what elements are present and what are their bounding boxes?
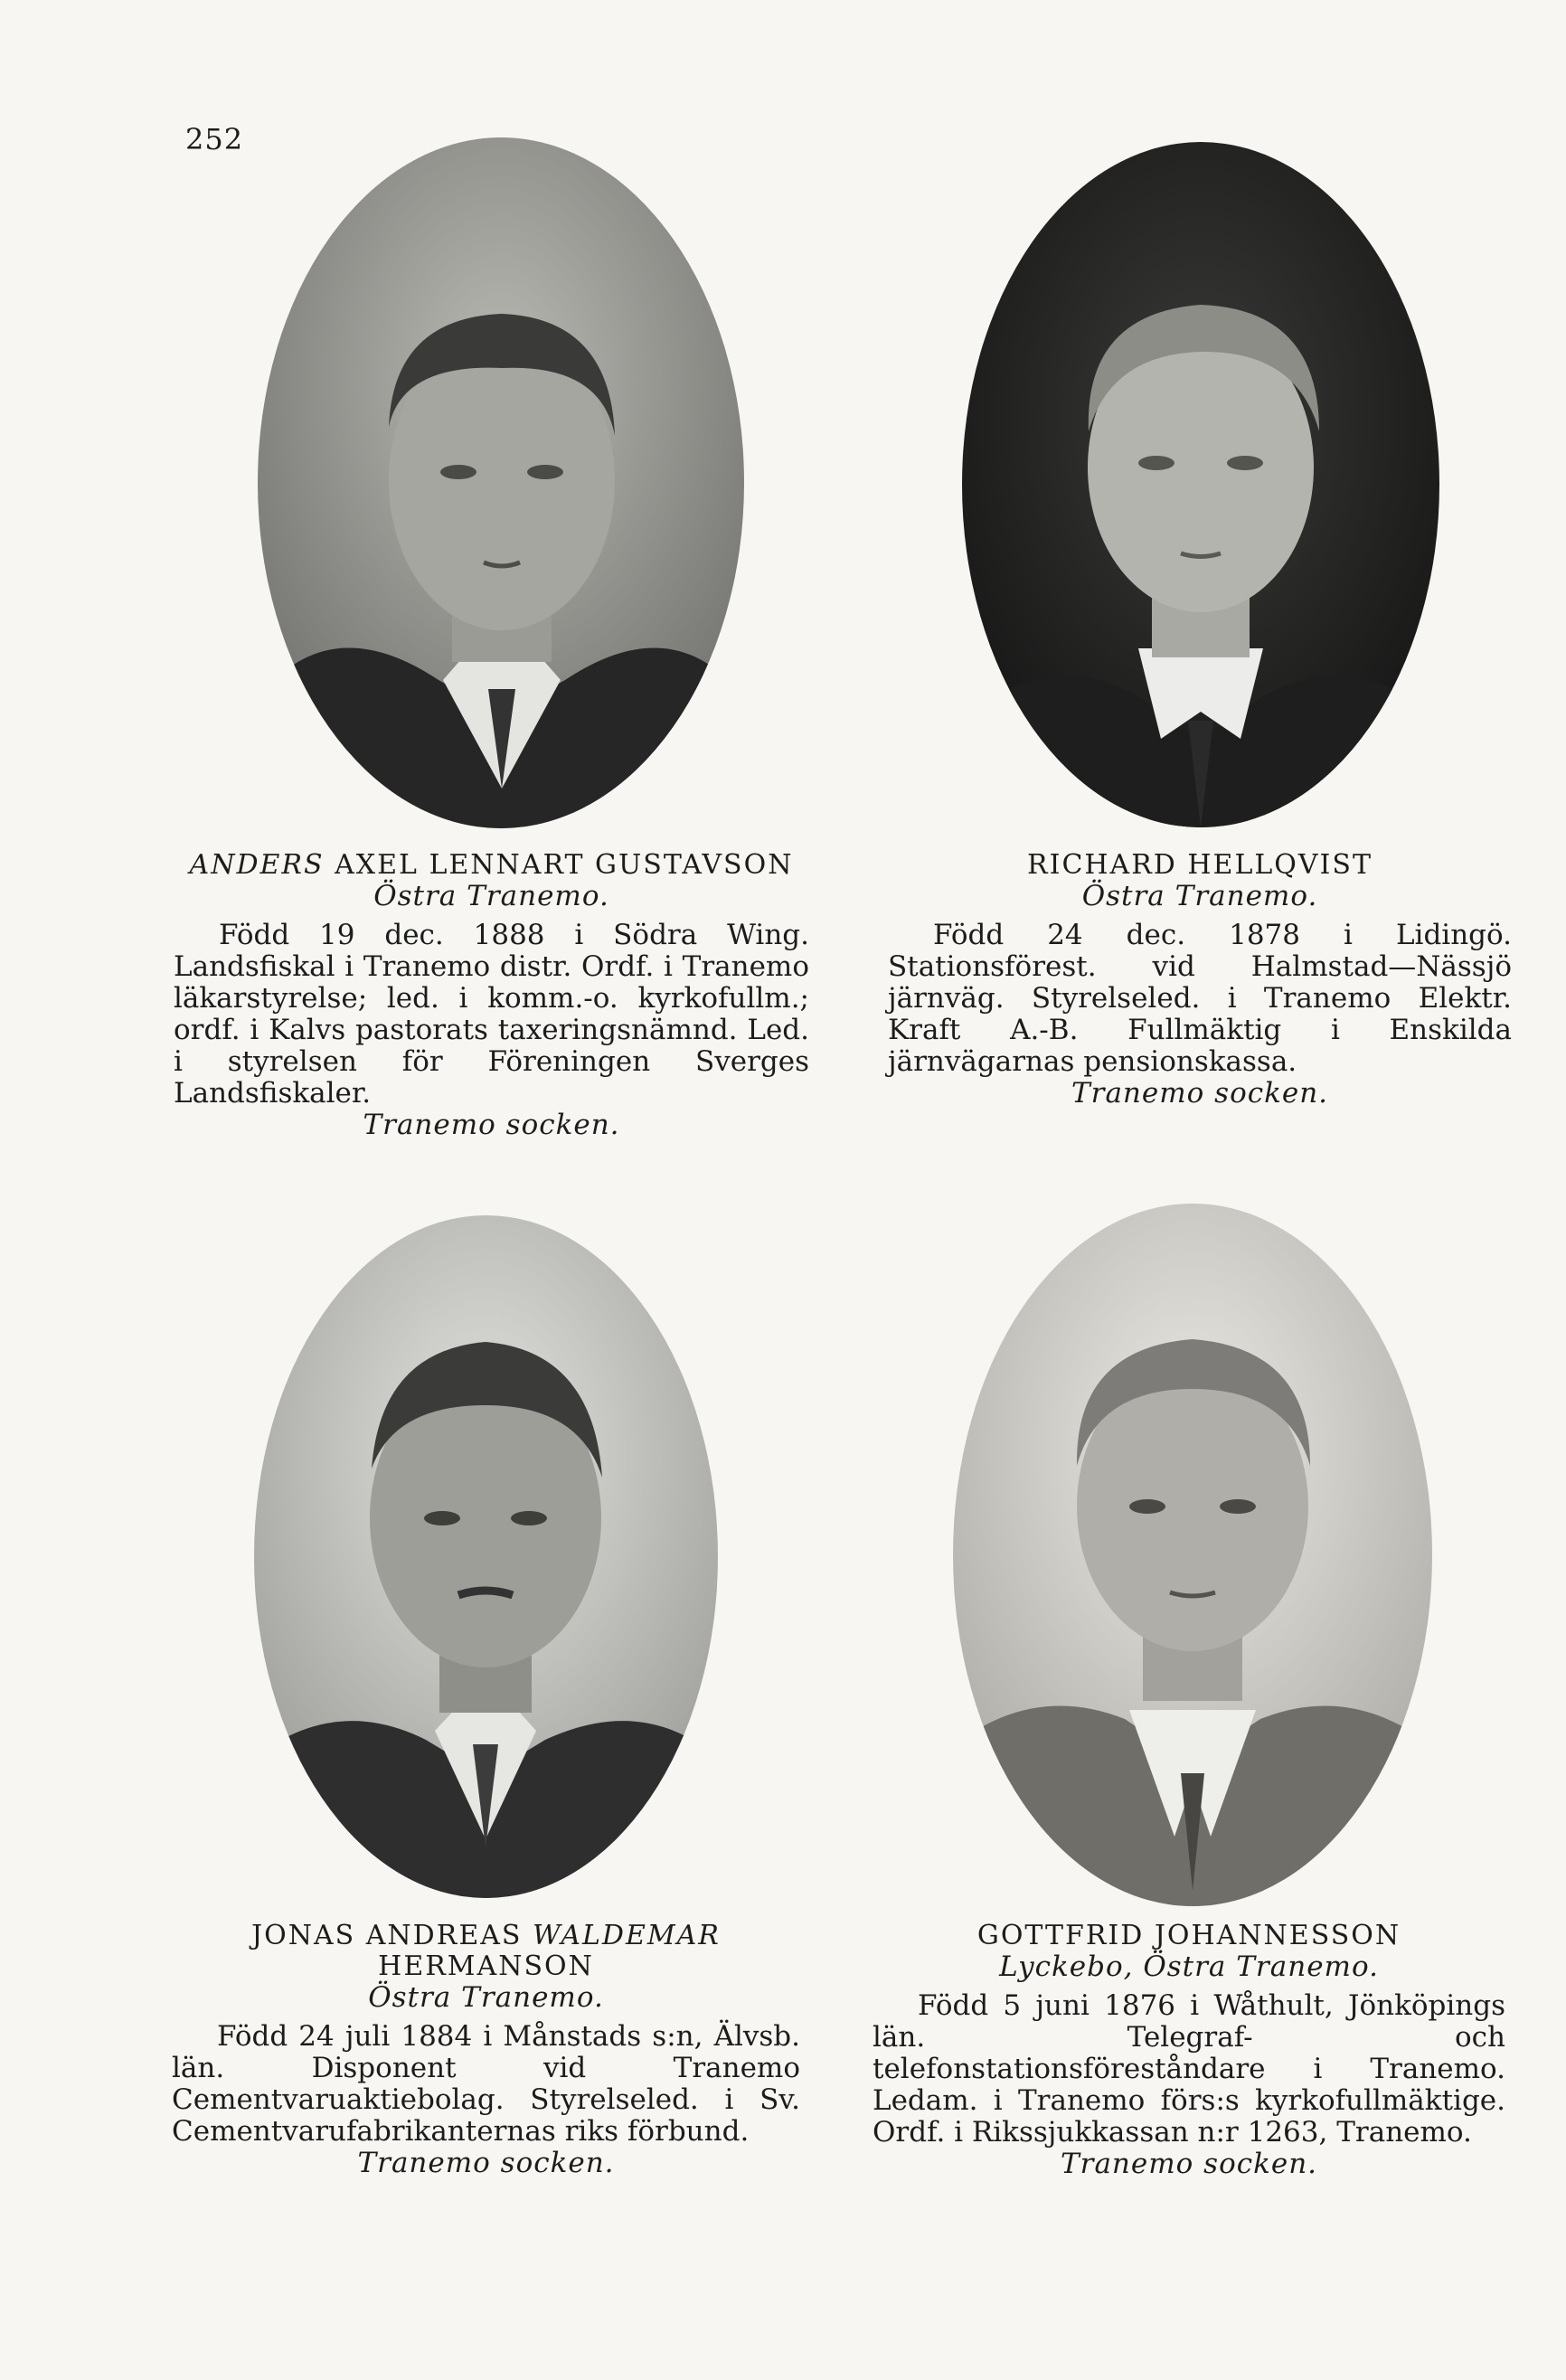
entry-biography: Född 24 juli 1884 i Månstads s:n, Älvsb. län. Disponent vid Tranemo Cementvaruaktiebolag. Styrelseled. i Sv. Cementvarufabrikanternas riks förbund. [172, 2020, 800, 2148]
biography-entry-2 [888, 850, 1512, 1110]
entry-biography: Född 19 dec. 1888 i Södra Wing. Landsfiskal i Tranemo distr. Ordf. i Tranemo läkarstyrelse; led. i komm.-o. kyrkofullm.; ordf. i Kalvs pastorats taxeringsnämnd. Led. i styrelsen för Föreningen Sverges Landsfiskaler. [174, 919, 809, 1110]
portrait-photo-1 [258, 137, 744, 828]
entry-place: Östra Tranemo. [373, 880, 609, 912]
entry-parish: Tranemo socken. [363, 1109, 620, 1141]
biography-entry-3 [172, 1921, 800, 2179]
entry-name: ANDERS AXEL LENNART GUSTAVSON [189, 849, 794, 881]
entry-parish: Tranemo socken. [1060, 2148, 1318, 2180]
biography-entry-4 [873, 1921, 1505, 2180]
page-number: 252 [185, 122, 244, 156]
entry-place: Östra Tranemo. [1081, 880, 1318, 912]
biography-entry-1 [174, 850, 809, 1141]
portrait-photo-3 [254, 1215, 718, 1898]
entry-name: JONAS ANDREAS WALDEMAR HERMANSON [251, 1920, 721, 1982]
entry-name: GOTTFRID JOHANNESSON [976, 1920, 1401, 1951]
portrait-photo-2 [962, 142, 1439, 827]
entry-biography: Född 24 dec. 1878 i Lidingö. Stationsförest. vid Halmstad—Nässjö järnväg. Styrelseled. i Tranemo Elektr. Kraft A.-B. Fullmäktig i Enskilda järnvägarnas pensionskassa. [888, 919, 1512, 1078]
entry-place: Lyckebo, Östra Tranemo. [999, 1950, 1379, 1983]
entry-biography: Född 5 juni 1876 i Wåthult, Jönköpings län. Telegraf- och telefonstationsföreståndare i Tranemo. Ledam. i Tranemo förs:s kyrkofullmäktige. Ordf. i Rikssjukkassan n:r 1263, Tranemo. [873, 1989, 1505, 2149]
portrait-photo-4 [953, 1204, 1432, 1906]
entry-parish: Tranemo socken. [357, 2147, 615, 2179]
entry-parish: Tranemo socken. [1071, 1077, 1329, 1110]
entry-place: Östra Tranemo. [368, 1981, 604, 2014]
entry-name: RICHARD HELLQVIST [1027, 849, 1373, 881]
